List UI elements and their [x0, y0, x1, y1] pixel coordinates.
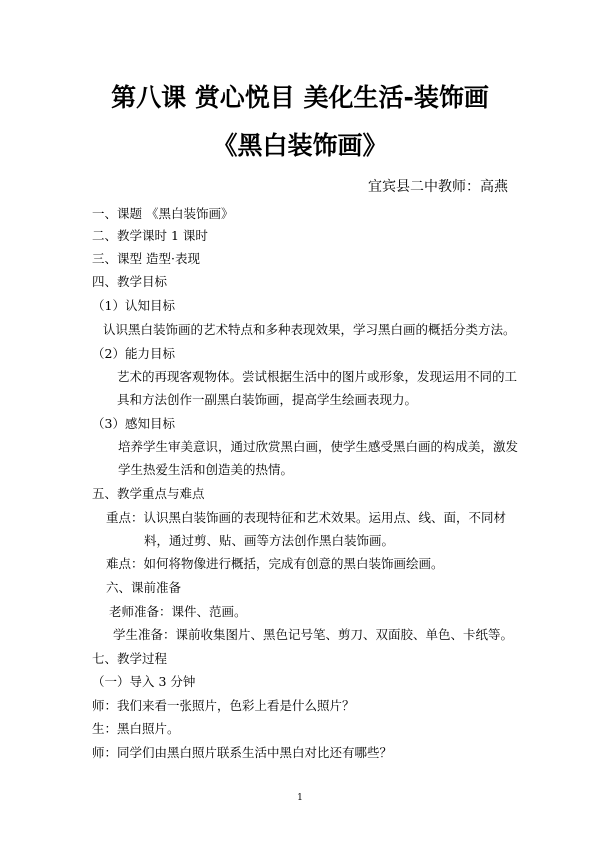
item-type: 三、课型 造型·表现: [92, 251, 200, 266]
item-hours: 二、教学课时 1 课时: [92, 228, 208, 243]
section-preparation: 六、课前准备: [106, 580, 182, 595]
objective-perception-heading: （3）感知目标: [92, 416, 175, 431]
page-number: 1: [297, 793, 303, 803]
objective-perception-text-1: 培养学生审美意识，通过欣赏黑白画，使学生感受黑白画的构成美，激发: [118, 439, 519, 454]
dialogue-teacher-1: 师：我们来看一张照片，色彩上看是什么照片？: [92, 698, 355, 713]
section-process: 七、教学过程: [92, 651, 168, 666]
objective-ability-text-2: 具和方法创作一副黑白装饰画，提高学生绘画表现力。: [117, 392, 418, 407]
objective-ability-heading: （2）能力目标: [92, 346, 175, 361]
section-objectives: 四、教学目标: [92, 274, 168, 289]
objective-perception-text-2: 学生热爱生活和创造美的热情。: [118, 462, 294, 477]
objective-cognitive-text: 认识黑白装饰画的艺术特点和多种表现效果，学习黑白画的概括分类方法。: [103, 322, 516, 337]
teacher-preparation: 老师准备：课件、范画。: [109, 604, 247, 619]
objective-ability-text-1: 艺术的再现客观物体。尝试根据生活中的图片或形象，发现运用不同的工: [117, 369, 518, 384]
item-topic: 一、课题 《黑白装饰画》: [92, 206, 234, 221]
dialogue-student-1: 生：黑白照片。: [92, 721, 180, 736]
author-line: 宜宾县二中教师：高燕: [368, 179, 508, 195]
lesson-title: 第八课 赏心悦目 美化生活-装饰画: [111, 83, 489, 112]
student-preparation: 学生准备：课前收集图片、黑色记号笔、剪刀、双面胶、单色、卡纸等。: [113, 627, 514, 642]
difficulty-text: 难点：如何将物像进行概括，完成有创意的黑白装饰画绘画。: [106, 556, 444, 571]
section-key-points: 五、教学重点与难点: [92, 486, 205, 501]
objective-cognitive-heading: （1）认知目标: [92, 298, 175, 313]
key-point-text-1: 重点：认识黑白装饰画的表现特征和艺术效果。运用点、线、面，不同材: [106, 510, 507, 525]
lesson-subtitle: 《黑白装饰画》: [212, 131, 388, 160]
key-point-text-2: 料，通过剪、贴、画等方法创作黑白装饰画。: [144, 533, 395, 548]
process-intro-heading: （一）导入 3 分钟: [92, 674, 196, 689]
dialogue-teacher-2: 师：同学们由黑白照片联系生活中黑白对比还有哪些？: [92, 745, 393, 760]
